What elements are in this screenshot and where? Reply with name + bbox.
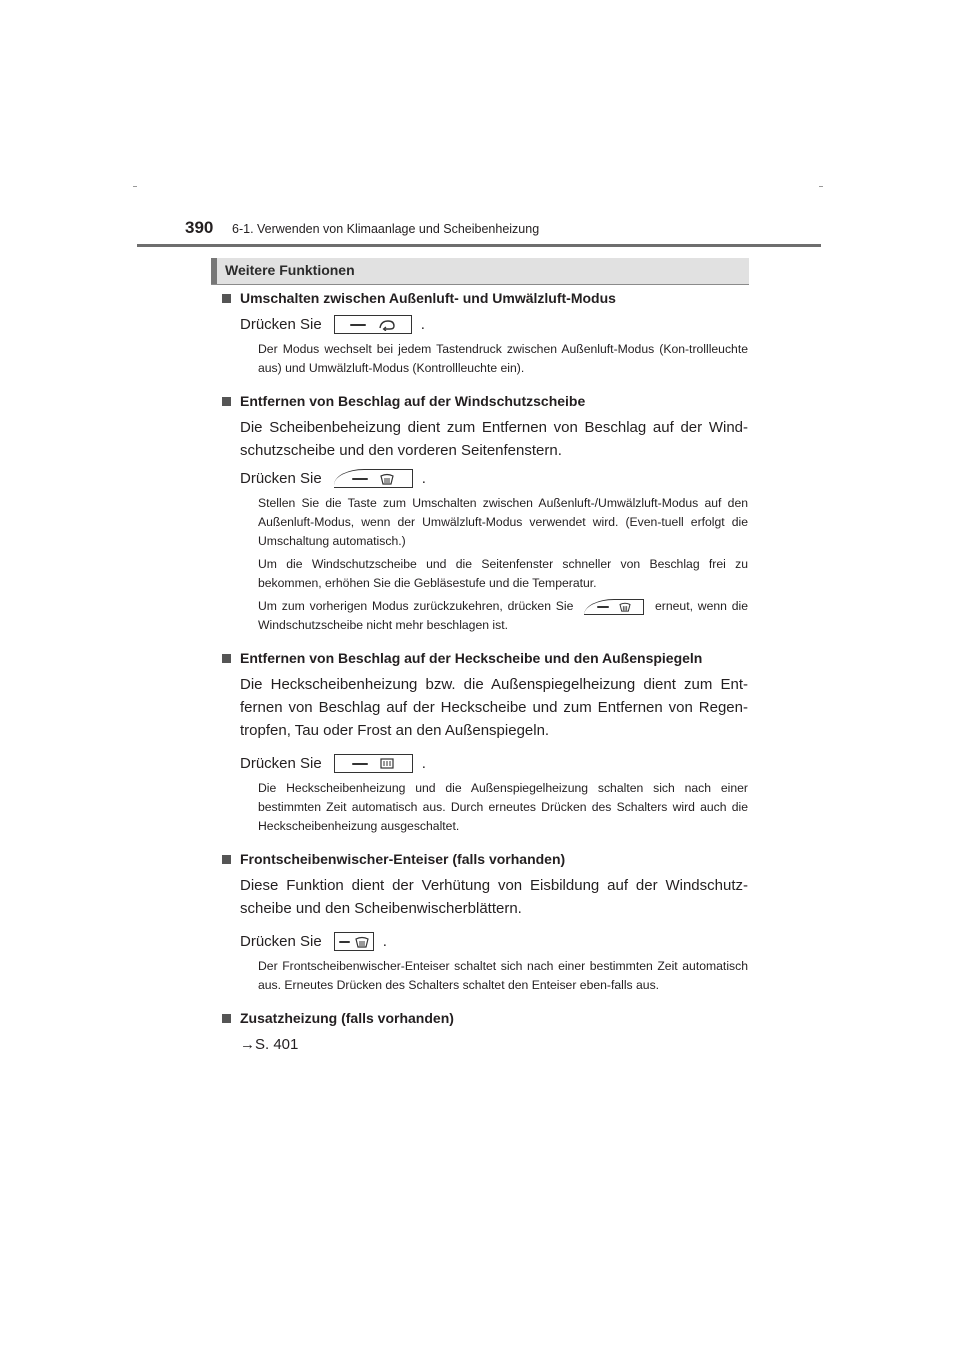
indicator-light-icon xyxy=(339,941,350,943)
windshield-defroster-button-inline[interactable] xyxy=(584,599,644,615)
square-bullet-icon xyxy=(222,855,231,864)
page-reference-link[interactable]: →S. 401 xyxy=(240,1036,299,1053)
crop-mark-right xyxy=(819,186,823,187)
content xyxy=(222,289,748,1056)
recirculation-icon xyxy=(378,319,396,331)
heading-text: Entfernen von Beschlag auf der Heckscheibe und den Außenspiegeln xyxy=(240,650,703,666)
heading-text: Umschalten zwischen Außenluft- und Umwälzluft-Modus xyxy=(240,290,616,306)
square-bullet-icon xyxy=(222,397,231,406)
note-text: Stellen Sie die Taste zum Umschalten zwischen Außenluft-/Umwälzluft-Modus auf den Außenluft-Modus, wenn der Umwälzluft-Modus verwendet wird. (Even-tuell erfolgt die Umschaltung automatisch.) xyxy=(258,496,748,548)
recirculation-button[interactable] xyxy=(334,315,412,334)
item-heading xyxy=(222,289,748,308)
indicator-light-icon xyxy=(352,763,368,765)
item-heading xyxy=(222,649,748,668)
note-text: Der Frontscheibenwischer-Enteiser schaltet sich nach einer bestimmten Zeit automatisch aus. Erneutes Drücken des Schalters schaltet den Enteiser eben-falls aus. xyxy=(258,959,748,992)
header-rule xyxy=(137,244,821,247)
item-heading xyxy=(222,850,748,869)
press-instruction: Drücken Sie . xyxy=(240,316,425,333)
heading-text: Frontscheibenwischer-Enteiser (falls vorhanden) xyxy=(240,851,566,867)
note-text: Um die Windschutzscheibe und die Seitenfenster schneller von Beschlag frei zu bekommen, erhöhen Sie die Gebläsestufe und die Temperatur. xyxy=(258,557,748,590)
note-text: Der Modus wechselt bei jedem Tastendruck zwischen Außenluft-Modus (Kon-trollleuchte aus) und Umwälzluft-Modus (Kontrollleuchte ein). xyxy=(258,342,748,375)
body-text: Diese Funktion dient der Verhütung von Eisbildung auf der Windschutz-scheibe und den Scheibenwischerblättern. xyxy=(240,877,748,917)
square-bullet-icon xyxy=(222,654,231,663)
section-title-bar xyxy=(211,258,749,285)
section-title: Weitere Funktionen xyxy=(225,262,355,278)
item-heading xyxy=(222,1009,748,1028)
windshield-defroster-button[interactable] xyxy=(334,469,413,488)
heading-text: Zusatzheizung (falls vorhanden) xyxy=(240,1010,454,1026)
wiper-deicer-button[interactable] xyxy=(334,932,374,951)
note-text: Die Heckscheibenheizung und die Außenspiegelheizung schalten sich nach einer bestimmten Zeit automatisch aus. Durch erneutes Drücken des Schalters wird auch die Heckscheibenheizung ausgeschaltet. xyxy=(258,781,748,833)
rear-defogger-button[interactable] xyxy=(334,754,413,773)
running-head: 6-1. Verwenden von Klimaanlage und Scheibenheizung xyxy=(232,222,540,236)
page-number: 390 xyxy=(185,218,214,237)
press-instruction: Drücken Sie . xyxy=(240,933,387,950)
indicator-light-icon xyxy=(597,606,609,608)
rear-defogger-icon xyxy=(380,758,394,769)
heading-text: Entfernen von Beschlag auf der Windschutzscheibe xyxy=(240,393,586,409)
item-heading xyxy=(222,392,748,411)
section-accent xyxy=(211,258,217,284)
windshield-defroster-icon xyxy=(619,602,631,612)
indicator-light-icon xyxy=(352,478,368,480)
body-text: Die Scheibenbeheizung dient zum Entfernen von Beschlag auf der Wind-schutzscheibe und den vorderen Seitenfenstern. xyxy=(240,419,748,459)
press-instruction: Drücken Sie . xyxy=(240,755,426,772)
square-bullet-icon xyxy=(222,294,231,303)
crop-mark-left xyxy=(133,186,137,187)
windshield-defroster-icon xyxy=(380,473,394,485)
square-bullet-icon xyxy=(222,1014,231,1023)
indicator-light-icon xyxy=(350,324,366,326)
return-note: Um zum vorherigen Modus zurückzukehren, drücken Sie erneut, wenn die Windschutzscheibe nicht mehr beschlagen ist. xyxy=(258,599,748,632)
body-text: Die Heckscheibenheizung bzw. die Außenspiegelheizung dient zum Ent-fernen von Beschlag auf der Heckscheibe und zum Entfernen von Regen-tropfen, Tau oder Frost an den Außenspiegeln. xyxy=(240,676,748,739)
press-instruction: Drücken Sie . xyxy=(240,470,426,487)
wiper-deicer-icon xyxy=(355,936,369,948)
